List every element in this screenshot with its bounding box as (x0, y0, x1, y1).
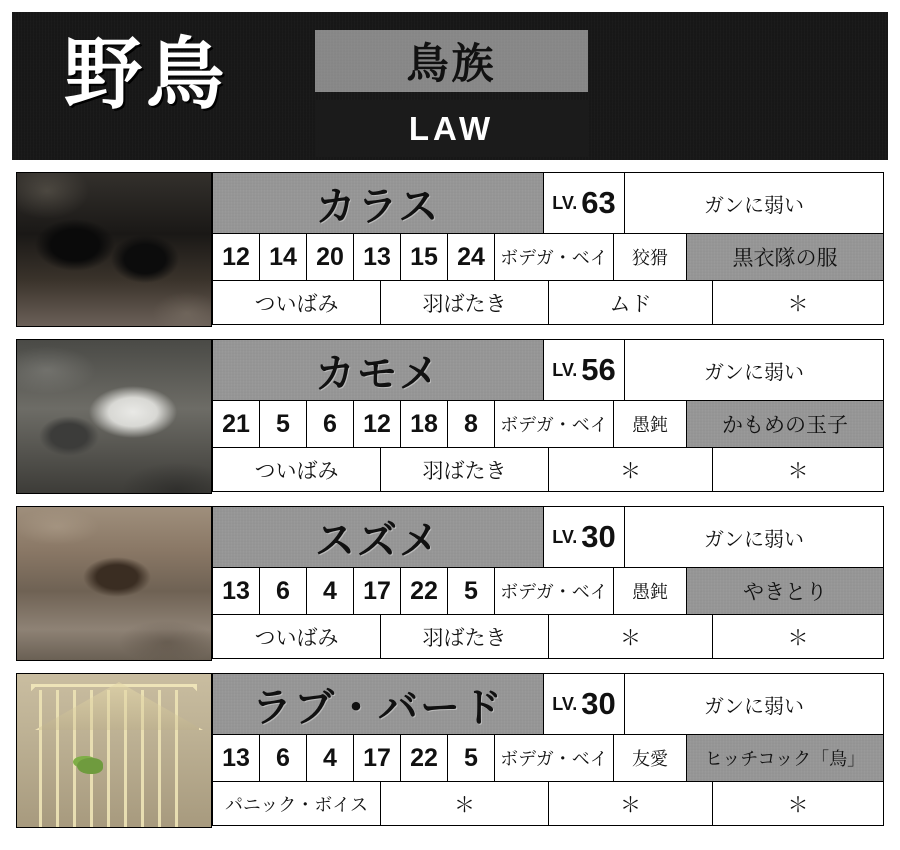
weakness: ガンに弱い (624, 339, 884, 401)
skill-slot: ついばみ (212, 614, 381, 659)
sparrow-photo (16, 506, 212, 661)
monster-name: カラス (212, 172, 544, 234)
stat-value: 13 (212, 567, 260, 615)
stat-value: 6 (259, 734, 307, 782)
stat-value: 13 (353, 233, 401, 281)
location: ボデガ・ベイ (494, 734, 614, 782)
level-box (543, 673, 625, 735)
skill-slot: ＊ (548, 447, 713, 492)
stat-value: 4 (306, 567, 354, 615)
entry-info (212, 172, 884, 327)
stat-value: 5 (447, 567, 495, 615)
skill-slot: ＊ (712, 614, 884, 659)
level-label: LV. (552, 192, 578, 213)
tribe-badge: 鳥族 (315, 30, 588, 92)
stat-value: 17 (353, 567, 401, 615)
skill-slot: ＊ (712, 781, 884, 826)
monster-name: カモメ (212, 339, 544, 401)
stat-value: 5 (447, 734, 495, 782)
page-title: 野鳥 (64, 30, 229, 118)
stat-value: 24 (447, 233, 495, 281)
skill-slot: 羽ばたき (380, 614, 549, 659)
stat-value: 21 (212, 400, 260, 448)
level-value: 63 (581, 185, 616, 220)
bestiary-entry (16, 172, 884, 327)
skill-slot: パニック・ボイス (212, 781, 381, 826)
stat-value: 8 (447, 400, 495, 448)
skill-slot: ＊ (380, 781, 549, 826)
skill-slot: ついばみ (212, 280, 381, 325)
level-label: LV. (552, 526, 578, 547)
level-box (543, 339, 625, 401)
skill-slot: ムド (548, 280, 713, 325)
stat-value: 4 (306, 734, 354, 782)
location: ボデガ・ベイ (494, 233, 614, 281)
bestiary-entry (16, 339, 884, 494)
skill-slot: 羽ばたき (380, 280, 549, 325)
level-value: 30 (581, 519, 616, 554)
stat-value: 6 (306, 400, 354, 448)
drop-item: かもめの玉子 (686, 400, 884, 448)
level-label: LV. (552, 359, 578, 380)
entry-info (212, 339, 884, 494)
stat-value: 17 (353, 734, 401, 782)
bestiary-entry (16, 673, 884, 828)
skill-slot: ついばみ (212, 447, 381, 492)
page-header (0, 0, 900, 160)
entry-info (212, 673, 884, 828)
trait: 愚鈍 (613, 567, 687, 615)
level-box (543, 172, 625, 234)
trait: 狡猾 (613, 233, 687, 281)
skill-slot: 羽ばたき (380, 447, 549, 492)
drop-item: ヒッチコック「鳥」 (686, 734, 884, 782)
drop-item: やきとり (686, 567, 884, 615)
location: ボデガ・ベイ (494, 400, 614, 448)
entry-info (212, 506, 884, 661)
level-value: 56 (581, 352, 616, 387)
monster-name: スズメ (212, 506, 544, 568)
drop-item: 黒衣隊の服 (686, 233, 884, 281)
monster-name: ラブ・バード (212, 673, 544, 735)
stat-value: 13 (212, 734, 260, 782)
stat-value: 5 (259, 400, 307, 448)
trait: 友愛 (613, 734, 687, 782)
lovebird-icon (77, 758, 103, 774)
weakness: ガンに弱い (624, 673, 884, 735)
stat-value: 22 (400, 567, 448, 615)
stat-value: 22 (400, 734, 448, 782)
weakness: ガンに弱い (624, 172, 884, 234)
skill-slot: ＊ (712, 447, 884, 492)
level-label: LV. (552, 693, 578, 714)
stat-value: 14 (259, 233, 307, 281)
stat-value: 20 (306, 233, 354, 281)
weakness: ガンに弱い (624, 506, 884, 568)
skill-slot: ＊ (548, 781, 713, 826)
gull-photo (16, 339, 212, 494)
stat-value: 12 (353, 400, 401, 448)
skill-slot: ＊ (712, 280, 884, 325)
stat-value: 18 (400, 400, 448, 448)
skill-slot: ＊ (548, 614, 713, 659)
location: ボデガ・ベイ (494, 567, 614, 615)
stat-value: 12 (212, 233, 260, 281)
lovebird-photo (16, 673, 212, 828)
crow-photo (16, 172, 212, 327)
level-box (543, 506, 625, 568)
stat-value: 6 (259, 567, 307, 615)
alignment-badge: LAW (315, 100, 588, 157)
level-value: 30 (581, 686, 616, 721)
bestiary-entry (16, 506, 884, 661)
trait: 愚鈍 (613, 400, 687, 448)
stat-value: 15 (400, 233, 448, 281)
